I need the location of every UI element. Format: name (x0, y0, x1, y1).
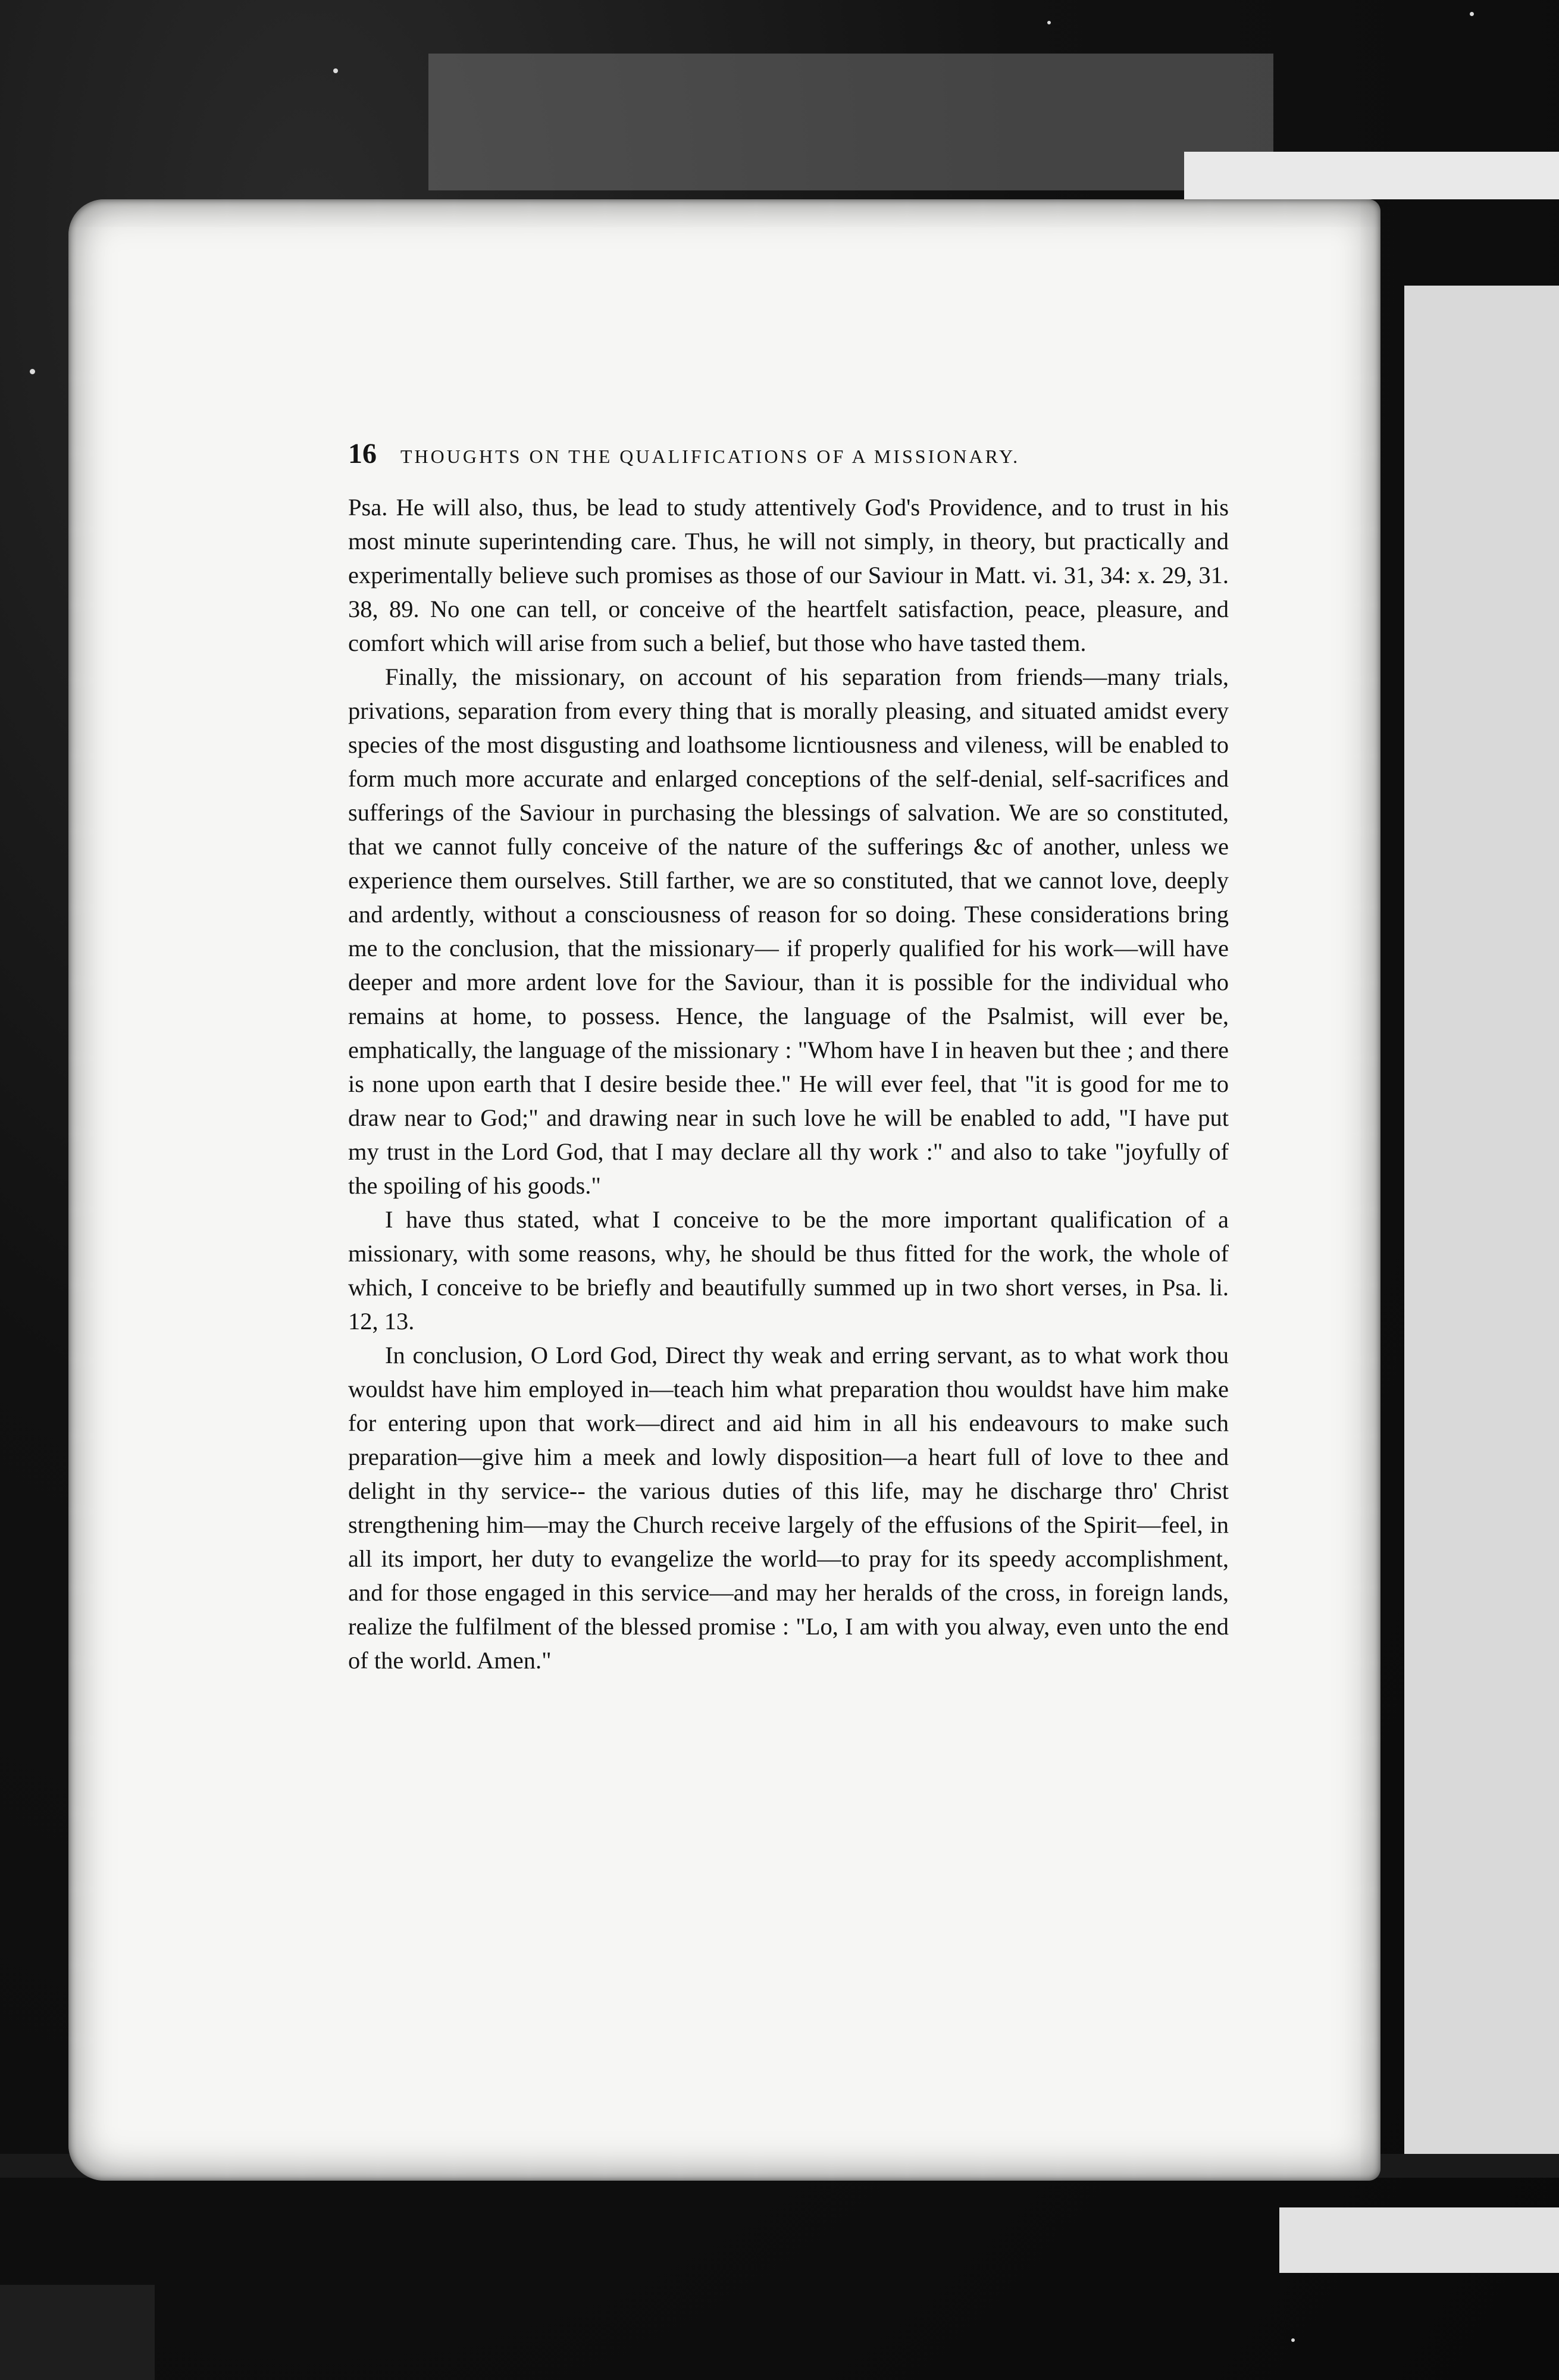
page-number: 16 (348, 438, 377, 469)
film-edge-left-bottom (0, 2285, 155, 2380)
scan-speck (333, 68, 338, 73)
film-edge-right (1404, 286, 1559, 2154)
scan-speck (1470, 12, 1474, 16)
scan-speck (1291, 2338, 1295, 2342)
scan-speck (30, 369, 35, 374)
book-page (68, 199, 1380, 2181)
running-head (348, 437, 1229, 470)
paragraph-summary: I have thus stated, what I conceive to be the more important qualification of a missionary, with some reasons, why, he should be thus fitted for the work, the whole of which, I conceive to be briefly and beautifully summed up in two short verses, in Psa. li. 12, 13. (348, 1206, 1229, 1335)
film-edge-right-bottom (1279, 2207, 1559, 2273)
paragraph-continuation: Psa. He will also, thus, be lead to study attentively God's Providence, and to trust in his most minute superintending care. Thus, he will not simply, in theory, but practically and experimentally believe such promises as those of our Saviour in Matt. vi. 31, 34: x. 29, 31. 38, 89. No one can tell, or conceive of the heartfelt satisfaction, peace, pleasure, and comfort which will arise from such a belief, but those who have tasted them. (348, 494, 1229, 656)
paragraph-finally: Finally, the missionary, on account of his separation from friends—many trials, privations, separation from every thing that is morally pleasing, and situated amidst every species of the most disgusting and loathsome licntiousness and vileness, will be enabled to form much more accurate and enlarged conceptions of the self-denial, self-sacrifices and sufferings of the Saviour in purchasing the blessings of salvation. We are so constituted, that we cannot fully conceive of the nature of the sufferings &c of another, unless we experience them ourselves. Still farther, we are so constituted, that we cannot love, deeply and ardently, without a consciousness of reason for so doing. These considerations bring me to the conclusion, that the missionary— if properly qualified for his work—will have deeper and more ardent love for the Saviour, than it is possible for the individual who remains at home, to possess. Hence, the language of the Psalmist, will ever be, emphatically, the language of the missionary : "Whom have I in heaven but thee ; and there is none upon earth that I desire beside thee." He will ever feel, that "it is good for me to draw near to God;" and drawing near in such love he will be enabled to add, "I have put my trust in the Lord God, that I may declare all thy work :" and also to take "joyfully of the spoiling of his goods." (348, 663, 1229, 1199)
scan-speck (1047, 21, 1051, 24)
film-edge-right-top (1184, 152, 1559, 199)
body-text (348, 490, 1229, 1677)
page-content (348, 437, 1229, 1677)
running-title: THOUGHTS ON THE QUALIFICATIONS OF A MISSIONARY. (400, 446, 1020, 467)
film-edge-top (428, 54, 1273, 190)
paragraph-prayer: In conclusion, O Lord God, Direct thy weak and erring servant, as to what work thou wouldst have him employed in—teach him what preparation thou wouldst have him make for entering upon that work—direct and aid him in all his endeavours to make such preparation—give him a meek and lowly disposition—a heart full of love to thee and delight in thy service-- the various duties of this life, may he discharge thro' Christ strengthening him—may the Church receive largely of the effusions of the Spirit—feel, in all its import, her duty to evangelize the world—to pray for its speedy accomplishment, and for those engaged in this service—and may her heralds of the cross, in foreign lands, realize the fulfilment of the blessed promise : "Lo, I am with you alway, even unto the end of the world. Amen." (348, 1342, 1229, 1674)
